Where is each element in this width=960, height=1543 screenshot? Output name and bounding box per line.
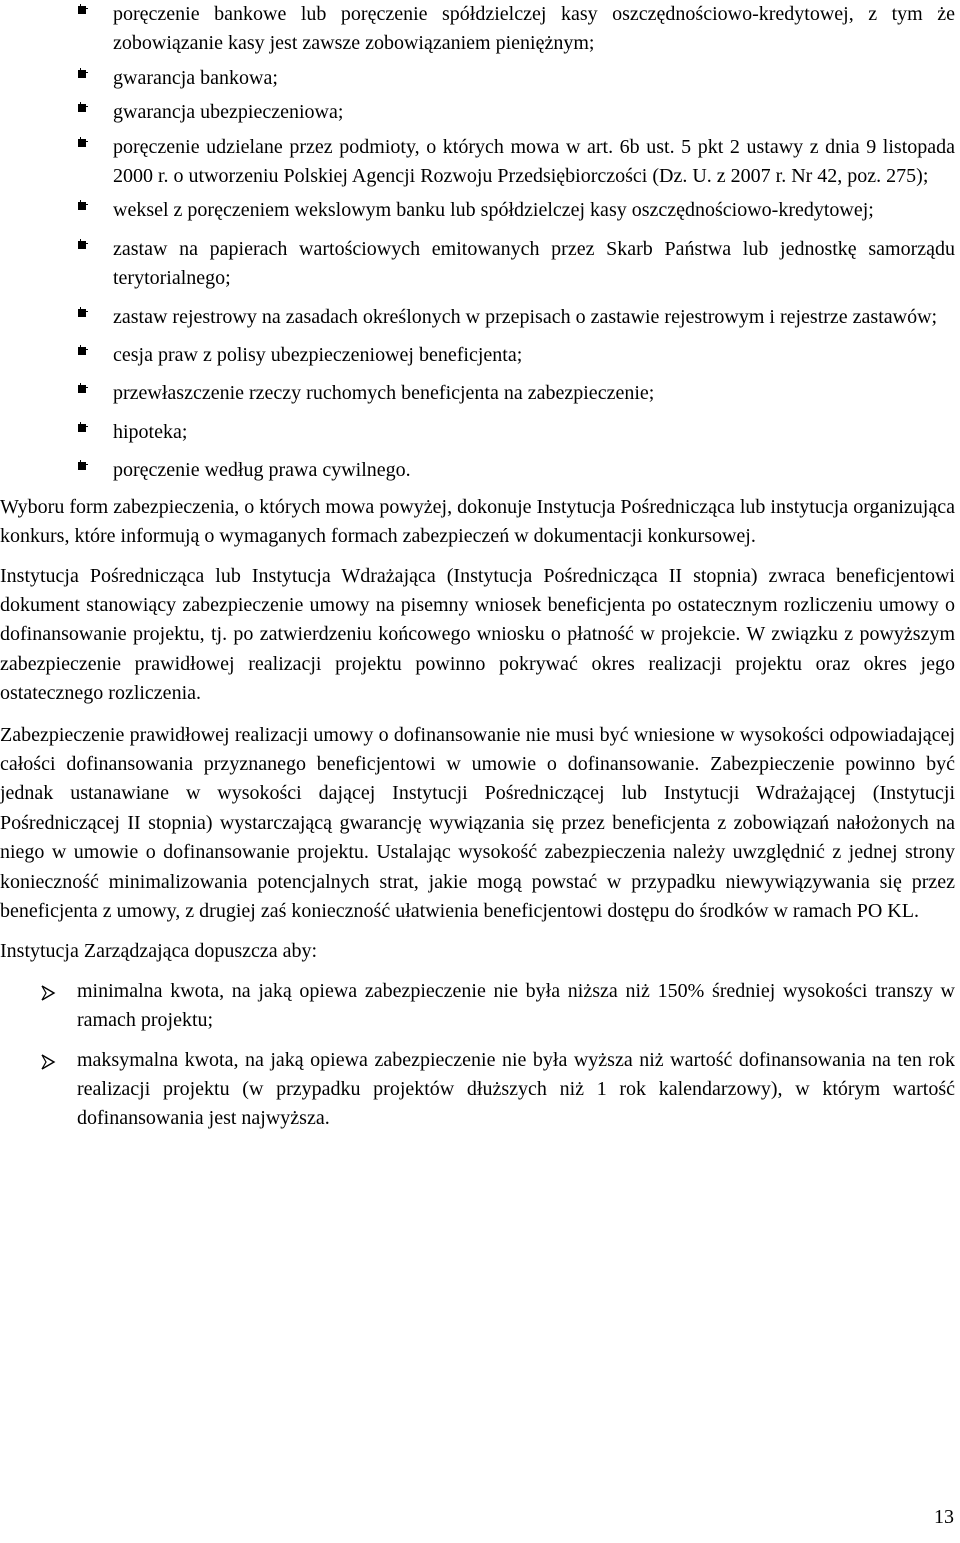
list-item bbox=[0, 341, 955, 370]
list-item bbox=[0, 456, 955, 485]
square-bullet-icon bbox=[78, 202, 86, 210]
list-item-text: zastaw na papierach wartościowych emitowanych przez Skarb Państwa lub jednostkę samorządu terytorialnego; bbox=[113, 237, 955, 290]
amount-conditions-list bbox=[0, 977, 955, 1134]
list-item bbox=[0, 98, 955, 127]
list-item-text: cesja praw z polisy ubezpieczeniowej beneficjenta; bbox=[113, 344, 523, 367]
list-item bbox=[0, 64, 955, 93]
arrowhead-bullet-icon bbox=[40, 985, 56, 1001]
list-item bbox=[0, 418, 955, 447]
square-bullet-icon bbox=[78, 70, 86, 78]
list-item bbox=[0, 1046, 955, 1134]
square-bullet-icon bbox=[78, 462, 86, 470]
paragraph: Instytucja Zarządzająca dopuszcza aby: bbox=[0, 940, 318, 963]
list-item-text: poręczenie według prawa cywilnego. bbox=[113, 459, 411, 482]
paragraph: Zabezpieczenie prawidłowej realizacji umowy o dofinansowanie nie musi być wniesione w wysokości odpowiadającej całości dofinansowania przyznanego beneficjentowi w umowie o dofinansowanie. Zabezpieczenie powinno być jednak ustanawiane w wysokości dającej Instytucji Pośredniczącej lub Instytucji Wdrażającej (Instytucji Pośredniczącej II stopnia) wystarczającą gwarancję wywiązania się przez beneficjenta z zobowiązań nałożonych na niego w umowie o dofinansowanie projektu. Ustalając wysokość zabezpieczenia należy uwzględnić z jednej strony konieczność minimalizowania potencjalnych strat, jakie mogą powstać w przypadku niewywiązywania się przez beneficjenta z umowy, z drugiej zaś konieczność ułatwienia beneficjentowi dostępu do środków w ramach PO KL. bbox=[0, 723, 955, 922]
list-item bbox=[0, 133, 955, 192]
list-item-text: minimalna kwota, na jaką opiewa zabezpieczenie nie była niższa niż 150% średniej wysokości transzy w ramach projektu; bbox=[77, 979, 955, 1032]
list-item-text: przewłaszczenie rzeczy ruchomych beneficjenta na zabezpieczenie; bbox=[113, 382, 655, 405]
paragraph: Wyboru form zabezpieczenia, o których mowa powyżej, dokonuje Instytucja Pośrednicząca lub instytucja organizująca konkurs, które informują o wymaganych formach zabezpieczeń w dokumentacji konkursowej. bbox=[0, 495, 955, 548]
list-item bbox=[0, 196, 955, 225]
list-item-text: gwarancja ubezpieczeniowa; bbox=[113, 101, 344, 124]
list-item-text: poręczenie udzielane przez podmioty, o których mowa w art. 6b ust. 5 pkt 2 ustawy z dnia 9 listopada 2000 r. o utworzeniu Polskiej Agencji Rozwoju Przedsiębiorczości (Dz. U. z 2007 r. Nr 42, poz. 275); bbox=[113, 135, 955, 188]
list-item-text: zastaw rejestrowy na zasadach określonych w przepisach o zastawie rejestrowym i rejestrze zastawów; bbox=[113, 305, 938, 328]
page-number: 13 bbox=[934, 1506, 954, 1528]
list-item bbox=[0, 977, 955, 1036]
security-forms-list bbox=[0, 0, 955, 486]
list-item-text: maksymalna kwota, na jaką opiewa zabezpieczenie nie była wyższa niż wartość dofinansowania na ten rok realizacji projektu (w przypadku projektów dłuższych niż 1 rok kalendarzowy), w którym wartość dofinansowania jest najwyższa. bbox=[77, 1048, 955, 1130]
square-bullet-icon bbox=[78, 309, 86, 317]
square-bullet-icon bbox=[78, 139, 86, 147]
arrowhead-bullet-icon bbox=[40, 1054, 56, 1070]
list-item-text: weksel z poręczeniem wekslowym banku lub spółdzielczej kasy oszczędnościowo-kredytowej; bbox=[113, 199, 874, 222]
square-bullet-icon bbox=[78, 6, 86, 14]
square-bullet-icon bbox=[78, 385, 86, 393]
paragraph: Instytucja Pośrednicząca lub Instytucja Wdrażająca (Instytucja Pośrednicząca II stopnia) zwraca beneficjentowi dokument stanowiący zabezpieczenie umowy na pisemny wniosek beneficjenta po ostatecznym rozliczeniu umowy o dofinansowanie projektu, tj. po zatwierdzeniu końcowego wniosku o płatność w projekcie. W związku z powyższym zabezpieczenie prawidłowej realizacji projektu powinno pokrywać okres realizacji projektu oraz okres jego ostatecznego rozliczenia. bbox=[0, 564, 955, 705]
list-item-text: poręczenie bankowe lub poręczenie spółdzielczej kasy oszczędnościowo-kredytowej, z tym że zobowiązanie kasy jest zawsze zobowiązaniem pieniężnym; bbox=[113, 3, 955, 55]
list-item bbox=[0, 303, 955, 332]
square-bullet-icon bbox=[78, 104, 86, 112]
square-bullet-icon bbox=[78, 347, 86, 355]
square-bullet-icon bbox=[78, 241, 86, 249]
list-item bbox=[0, 235, 955, 294]
list-item bbox=[0, 0, 955, 59]
square-bullet-icon bbox=[78, 424, 86, 432]
list-item-text: hipoteka; bbox=[113, 420, 188, 443]
list-item-text: gwarancja bankowa; bbox=[113, 66, 278, 89]
list-item bbox=[0, 379, 955, 408]
